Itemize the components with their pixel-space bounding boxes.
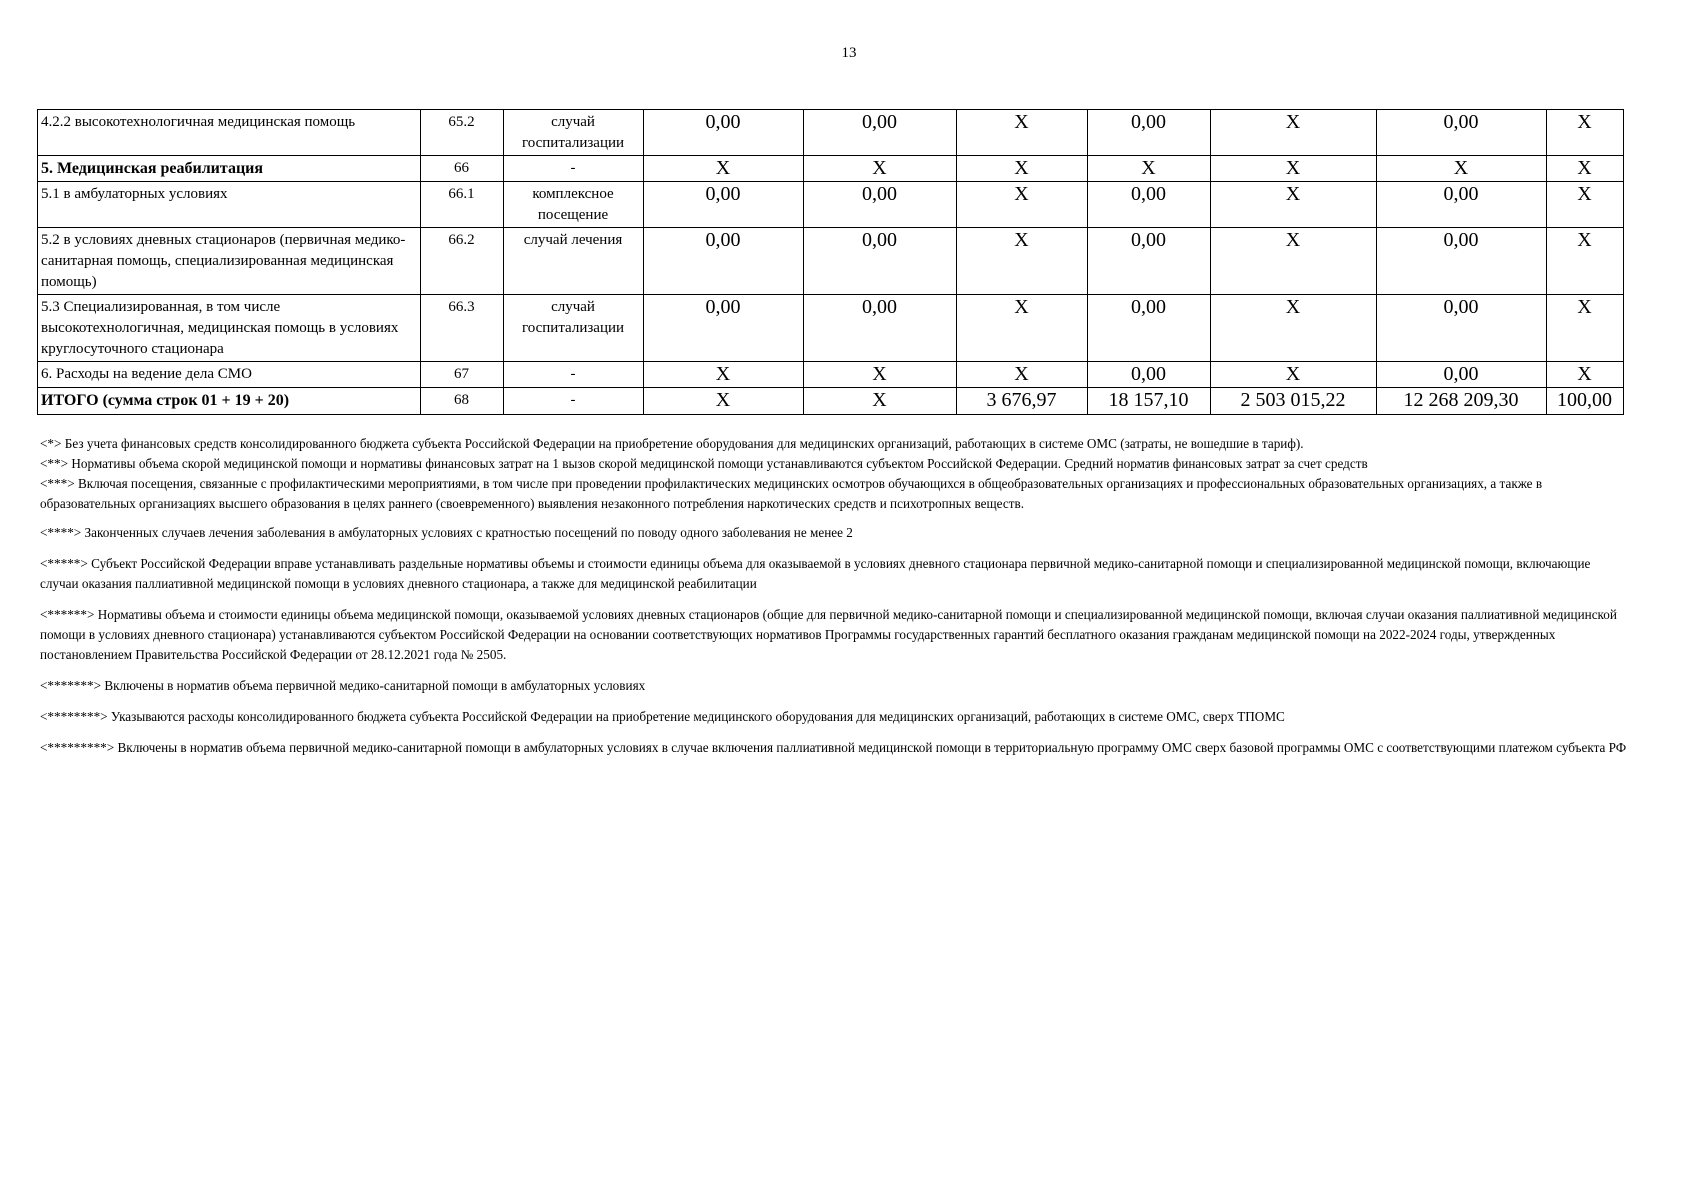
cell-value: X (804, 388, 957, 415)
table-row (38, 182, 1624, 228)
table-row-total (38, 388, 1624, 415)
cell-value: X (1547, 362, 1624, 388)
cell-value: X (1547, 228, 1624, 295)
table-row (38, 295, 1624, 362)
cell-value: X (1211, 295, 1377, 362)
cell-value: 0,00 (1377, 110, 1547, 156)
cell-value: X (1211, 110, 1377, 156)
footnote: <*> Без учета финансовых средств консолидированного бюджета субъекта Российской Федерации на приобретение оборудования для медицинских организаций, работающих в системе ОМС (затраты, не вошедшие в тариф). (40, 436, 1304, 451)
row-name: 5.1 в амбулаторных условиях (38, 182, 421, 228)
row-code: 66.2 (421, 228, 504, 295)
row-unit: - (504, 156, 644, 182)
row-unit: случай госпитализации (504, 295, 644, 362)
cell-value: 0,00 (1088, 110, 1211, 156)
cell-value: 0,00 (1088, 362, 1211, 388)
cell-value: X (1088, 156, 1211, 182)
cell-value: X (1211, 156, 1377, 182)
cell-value: 0,00 (804, 295, 957, 362)
cell-value: X (957, 110, 1088, 156)
cell-value: X (1377, 156, 1547, 182)
cell-value: 3 676,97 (957, 388, 1088, 415)
cell-value: 0,00 (644, 182, 804, 228)
cell-value: X (804, 362, 957, 388)
row-code: 68 (421, 388, 504, 415)
row-unit: случай лечения (504, 228, 644, 295)
row-code: 66 (421, 156, 504, 182)
cell-value: 0,00 (644, 228, 804, 295)
row-code: 66.3 (421, 295, 504, 362)
cell-value: X (957, 295, 1088, 362)
cell-value: 0,00 (1088, 228, 1211, 295)
cell-value: 0,00 (804, 110, 957, 156)
cell-value: X (1547, 110, 1624, 156)
cell-value: X (1211, 228, 1377, 295)
row-name: ИТОГО (сумма строк 01 + 19 + 20) (38, 388, 421, 415)
cell-value: X (1211, 182, 1377, 228)
footnotes (40, 434, 1630, 758)
footnote: <*****> Субъект Российской Федерации вправе устанавливать раздельные нормативы объемы и стоимости единицы объема для оказываемой в условиях дневного стационара первичной медико-санитарной помощи и специализированной медицинской помощи, включающие случаи оказания паллиативной медицинской помощи в условиях дневного стационара, а также для медицинской реабилитации (40, 556, 1591, 591)
row-unit: - (504, 362, 644, 388)
footnote: <*********> Включены в норматив объема первичной медико-санитарной помощи в амбулаторных условиях в случае включения паллиативной медицинской помощи в территориальную программу ОМС сверх базовой программы ОМС с соответствующими платежом субъекта РФ (40, 740, 1627, 755)
row-name: 6. Расходы на ведение дела СМО (38, 362, 421, 388)
cell-value: 0,00 (1088, 295, 1211, 362)
row-unit: случай госпитализации (504, 110, 644, 156)
cell-value: 0,00 (1377, 228, 1547, 295)
page-number: 13 (841, 45, 857, 61)
row-name: 5.3 Специализированная, в том числе высокотехнологичная, медицинская помощь в условиях круглосуточного стационара (38, 295, 421, 362)
row-unit: - (504, 388, 644, 415)
footnote: <**> Нормативы объема скорой медицинской помощи и нормативы финансовых затрат на 1 вызов скорой медицинской помощи устанавливаются субъектом Российской Федерации. Средний норматив финансовых затрат за счет средств (40, 456, 1368, 471)
cell-value: X (957, 182, 1088, 228)
cell-value: X (644, 362, 804, 388)
cell-value: 0,00 (804, 182, 957, 228)
footnote: <******> Нормативы объема и стоимости единицы объема медицинской помощи, оказываемой условиях дневных стационаров (общие для первичной медико-санитарной помощи и специализированной медицинской помощи, включая случаи оказания паллиативной медицинской помощи в условиях дневного стационара) устанавливаются субъектом Российской Федерации на основании соответствующих нормативов Программы государственных гарантий бесплатного оказания гражданам медицинской помощи на 2022-2024 годы, утвержденных постановлением Правительства Российской Федерации от 28.12.2021 года № 2505. (40, 607, 1617, 662)
cell-value: 0,00 (1377, 182, 1547, 228)
cell-value: 100,00 (1547, 388, 1624, 415)
cell-value: X (1547, 156, 1624, 182)
cell-value: X (957, 362, 1088, 388)
cell-value: X (1547, 295, 1624, 362)
cell-value: 18 157,10 (1088, 388, 1211, 415)
cell-value: 12 268 209,30 (1377, 388, 1547, 415)
row-code: 66.1 (421, 182, 504, 228)
cell-value: 0,00 (1088, 182, 1211, 228)
cell-value: X (957, 228, 1088, 295)
table-row (38, 362, 1624, 388)
footnote: <********> Указываются расходы консолидированного бюджета субъекта Российской Федерации на приобретение медицинского оборудования для медицинских организаций, работающих в системе ОМС, сверх ТПОМС (40, 709, 1285, 724)
row-name: 4.2.2 высокотехнологичная медицинская помощь (38, 110, 421, 156)
row-name: 5.2 в условиях дневных стационаров (первичная медико-санитарная помощь, специализированная медицинская помощь) (38, 228, 421, 295)
table-row (38, 110, 1624, 156)
table-row (38, 228, 1624, 295)
row-unit: комплексное посещение (504, 182, 644, 228)
cell-value: X (1547, 182, 1624, 228)
data-table (37, 109, 1624, 415)
table-row (38, 156, 1624, 182)
footnote: <***> Включая посещения, связанные с профилактическими мероприятиями, в том числе при проведении профилактических медицинских осмотров обучающихся в общеобразовательных организациях и профессиональных образовательных организациях, а также в образовательных организациях высшего образования в целях раннего (своевременного) выявления незаконного потребления наркотических средств и психотропных веществ. (40, 476, 1543, 511)
row-code: 65.2 (421, 110, 504, 156)
row-name: 5. Медицинская реабилитация (38, 156, 421, 182)
cell-value: X (1211, 362, 1377, 388)
cell-value: X (644, 156, 804, 182)
cell-value: X (644, 388, 804, 415)
row-code: 67 (421, 362, 504, 388)
cell-value: X (804, 156, 957, 182)
cell-value: 2 503 015,22 (1211, 388, 1377, 415)
cell-value: 0,00 (1377, 295, 1547, 362)
cell-value: X (957, 156, 1088, 182)
cell-value: 0,00 (1377, 362, 1547, 388)
footnote: <****> Законченных случаев лечения заболевания в амбулаторных условиях с кратностью посещений по поводу одного заболевания не менее 2 (40, 525, 853, 540)
cell-value: 0,00 (804, 228, 957, 295)
footnote: <*******> Включены в норматив объема первичной медико-санитарной помощи в амбулаторных условиях (40, 678, 646, 693)
cell-value: 0,00 (644, 110, 804, 156)
cell-value: 0,00 (644, 295, 804, 362)
